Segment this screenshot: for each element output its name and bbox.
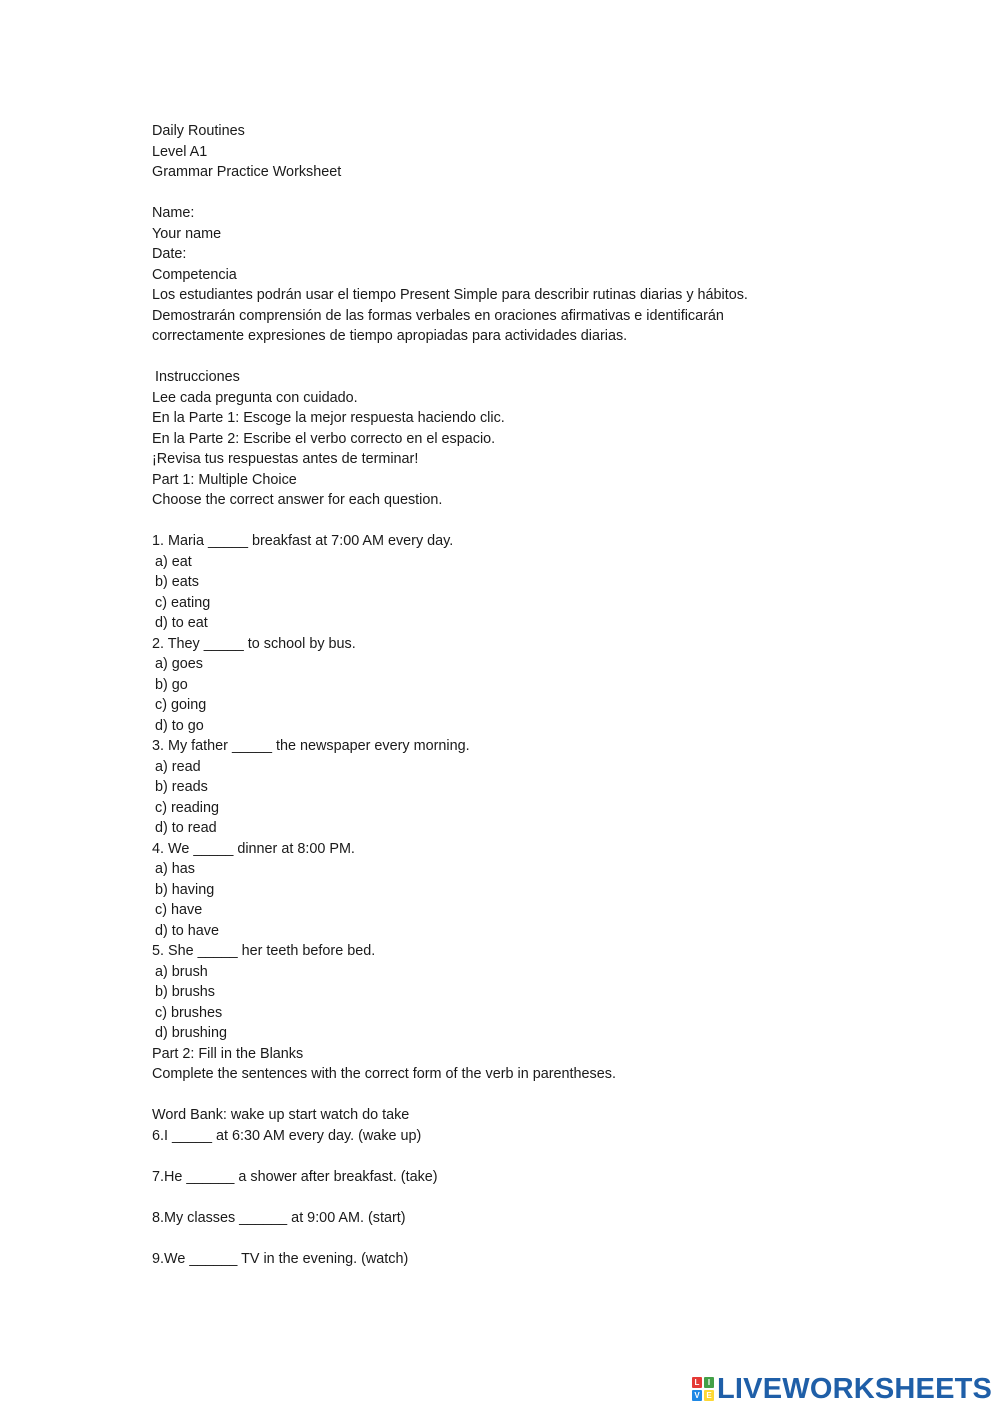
option-1d[interactable]: d) to eat: [155, 615, 208, 631]
competencia-line: Demostrarán comprensión de las formas verbales en oraciones afirmativas e identificarán: [152, 307, 724, 324]
worksheet-title: Daily Routines: [152, 123, 245, 139]
question-4: 4. We _____ dinner at 8:00 PM.: [152, 840, 355, 857]
competencia-line: correctamente expresiones de tiempo apropiadas para actividades diarias.: [152, 328, 628, 344]
logo-mark-i: I: [704, 1377, 714, 1388]
option-3d[interactable]: d) to read: [155, 820, 217, 836]
option-4d[interactable]: d) to have: [155, 922, 219, 939]
option-1b[interactable]: b) eats: [155, 574, 199, 590]
logo-mark-l: L: [692, 1377, 702, 1388]
option-1a[interactable]: a) eat: [155, 553, 192, 570]
fill-item-7[interactable]: 7.He ______ a shower after breakfast. (take): [152, 1168, 438, 1185]
part2-instruction: Complete the sentences with the correct form of the verb in parentheses.: [152, 1066, 616, 1082]
word-bank: Word Bank: wake up start watch do take: [152, 1107, 410, 1123]
competencia-line: Los estudiantes podrán usar el tiempo Present Simple para describir rutinas diarias y hábitos.: [152, 287, 748, 303]
option-2a[interactable]: a) goes: [155, 656, 203, 672]
date-label: Date:: [152, 246, 187, 262]
option-1c[interactable]: c) eating: [155, 594, 211, 611]
question-3: 3. My father _____ the newspaper every morning.: [152, 738, 470, 754]
fill-item-6[interactable]: 6.I _____ at 6:30 AM every day. (wake up): [152, 1127, 422, 1144]
option-4c[interactable]: c) have: [155, 902, 203, 918]
option-3c[interactable]: c) reading: [155, 799, 219, 816]
name-label: Name:: [152, 205, 195, 221]
option-4b[interactable]: b) having: [155, 881, 215, 898]
name-field[interactable]: Your name: [152, 225, 222, 242]
instrucciones-line: En la Parte 1: Escoge la mejor respuesta haciendo clic.: [152, 410, 505, 426]
instrucciones-line: En la Parte 2: Escribe el verbo correcto en el espacio.: [152, 430, 496, 447]
option-3a[interactable]: a) read: [155, 758, 201, 775]
worksheet-level: Level A1: [152, 143, 208, 160]
instrucciones-heading: Instrucciones: [155, 369, 240, 385]
worksheet-subtitle: Grammar Practice Worksheet: [152, 164, 342, 180]
liveworksheets-logo: [692, 1372, 992, 1406]
competencia-heading: Competencia: [152, 266, 237, 283]
logo-mark-v: V: [692, 1390, 702, 1401]
question-2: 2. They _____ to school by bus.: [152, 635, 356, 652]
option-2b[interactable]: b) go: [155, 676, 188, 693]
option-5d[interactable]: d) brushing: [155, 1025, 227, 1041]
option-5b[interactable]: b) brushs: [155, 984, 215, 1000]
liveworksheets-logo-text: LIVEWORKSHEETS: [717, 1372, 993, 1405]
logo-mark-e: E: [704, 1390, 714, 1401]
worksheet-content: [152, 121, 912, 1269]
option-5c[interactable]: c) brushes: [155, 1004, 223, 1021]
part1-instruction: Choose the correct answer for each question.: [152, 492, 443, 508]
option-2c[interactable]: c) going: [155, 697, 207, 713]
part1-heading: Part 1: Multiple Choice: [152, 471, 297, 488]
part2-heading: Part 2: Fill in the Blanks: [152, 1045, 304, 1062]
option-5a[interactable]: a) brush: [155, 963, 208, 980]
option-3b[interactable]: b) reads: [155, 779, 208, 795]
question-5: 5. She _____ her teeth before bed.: [152, 943, 376, 959]
fill-item-9[interactable]: 9.We ______ TV in the evening. (watch): [152, 1250, 409, 1267]
instrucciones-line: Lee cada pregunta con cuidado.: [152, 389, 358, 406]
question-1: 1. Maria _____ breakfast at 7:00 AM every day.: [152, 533, 454, 549]
instrucciones-line: ¡Revisa tus respuestas antes de terminar!: [152, 451, 419, 467]
liveworksheets-logo-icon: [692, 1377, 714, 1401]
fill-item-8[interactable]: 8.My classes ______ at 9:00 AM. (start): [152, 1209, 406, 1226]
option-4a[interactable]: a) has: [155, 861, 195, 877]
option-2d[interactable]: d) to go: [155, 717, 204, 734]
